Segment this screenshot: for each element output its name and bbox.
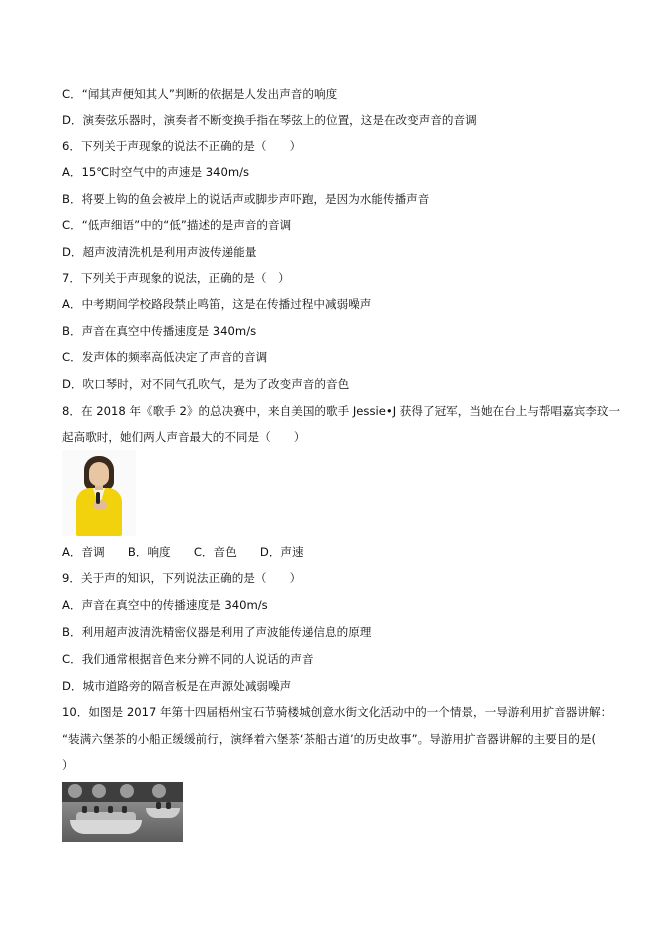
q6-option-a: A．15℃时空气中的声速是 340m/s (62, 165, 250, 179)
q8-options: A．音调 B．响度 C．音色 D．声速 (62, 545, 304, 559)
q9-option-b: B．利用超声波清洗精密仪器是利用了声波能传递信息的原理 (62, 625, 372, 639)
q10-stem-line1: 10．如图是 2017 年第十四届梧州宝石节骑楼城创意水街文化活动中的一个情景，一导游利用扩音器讲解： (62, 705, 613, 719)
q9-option-d: D．城市道路旁的隔音板是在声源处减弱噪声 (62, 679, 292, 693)
q5-option-c: C．“闻其声便知其人”判断的依据是人发出声音的响度 (62, 87, 338, 101)
q5-option-d: D．演奏弦乐器时，演奏者不断变换手指在琴弦上的位置，这是在改变声音的音调 (62, 113, 477, 127)
q7-stem: 7．下列关于声现象的说法，正确的是（ ） (62, 271, 290, 285)
q7-option-d: D．吹口琴时，对不同气孔吹气，是为了改变声音的音色 (62, 377, 350, 391)
q7-option-c: C．发声体的频率高低决定了声音的音调 (62, 350, 268, 364)
q10-stem-line3: ） (62, 758, 74, 772)
q9-stem: 9．关于声的知识，下列说法正确的是（ ） (62, 571, 302, 585)
boat-photo (62, 782, 183, 842)
q8-stem-line1: 8．在 2018 年《歌手 2》的总决赛中，来自美国的歌手 Jessie•J 获得了冠军，当她在台上与帮唱嘉宾李玟一 (62, 404, 621, 418)
q9-option-a: A．声音在真空中的传播速度是 340m/s (62, 598, 268, 612)
singer-photo (62, 450, 136, 536)
q7-option-a: A．中考期间学校路段禁止鸣笛，这是在传播过程中减弱噪声 (62, 297, 372, 311)
q8-stem-line2: 起高歌时，她们两人声音最大的不同是（ ） (62, 430, 306, 444)
q9-option-c: C．我们通常根据音色来分辨不同的人说话的声音 (62, 652, 314, 666)
q6-option-b: B．将要上钩的鱼会被岸上的说话声或脚步声吓跑，是因为水能传播声音 (62, 192, 430, 206)
q6-option-d: D．超声波清洗机是利用声波传递能量 (62, 245, 257, 259)
q6-option-c: C．“低声细语”中的“低”描述的是声音的音调 (62, 218, 292, 232)
q10-stem-line2: “装满六堡茶的小船正缓缓前行，演绎着六堡茶‘茶船古道’的历史故事”。导游用扩音器讲解的主要目的是( (62, 732, 597, 746)
q7-option-b: B．声音在真空中传播速度是 340m/s (62, 324, 257, 338)
q6-stem: 6．下列关于声现象的说法不正确的是（ ） (62, 139, 302, 153)
